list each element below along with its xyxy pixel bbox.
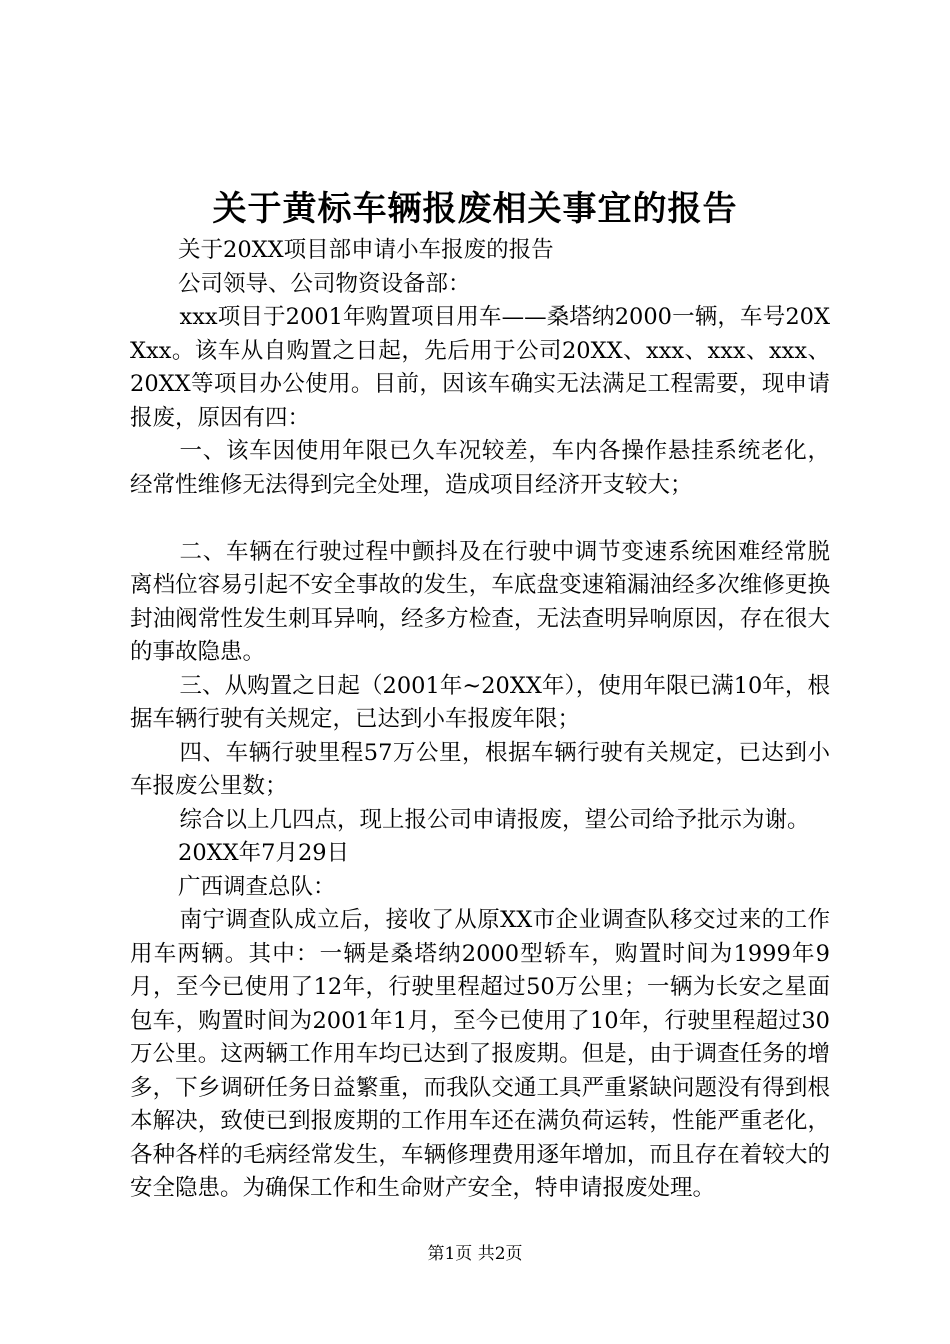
- reason-two: 二、车辆在行驶过程中颤抖及在行驶中调节变速系统困难经常脱离档位容易引起不安全事故的发生，车底盘变速箱漏油经多次维修更换封油阀常性发生刺耳异响，经多方检查，无法查明异响原因，存在很大的事故隐患。: [130, 538, 830, 665]
- reason-one: 一、该车因使用年限已久车况较差，车内各操作悬挂系统老化，经常性维修无法得到完全处理，造成项目经济开支较大；: [130, 438, 830, 498]
- page-footer: 第1页 共2页: [427, 1244, 523, 1264]
- blank-line: [130, 502, 830, 536]
- closing-request: 综合以上几四点，现上报公司申请报废，望公司给予批示为谢。: [179, 806, 810, 833]
- salutation: 公司领导、公司物资设备部：: [178, 270, 471, 297]
- document-title: 关于黄标车辆报废相关事宜的报告: [212, 189, 738, 229]
- second-salutation: 广西调查总队：: [178, 873, 336, 900]
- reason-three: 三、从购置之日起（2001年~20XX年），使用年限已满10年，根据车辆行驶有关规定，已达到小车报废年限；: [130, 672, 830, 732]
- body-paragraph-intro: xxx项目于2001年购置项目用车——桑塔纳2000一辆，车号20XXxx。该车从自购置之日起，先后用于公司20XX、xxx、xxx、xxx、20XX等项目办公使用。目前，因该车确实无法满足工程需要，现申请报废，原因有四：: [130, 304, 830, 431]
- report-date: 20XX年7月29日: [178, 840, 350, 866]
- document-body: [130, 234, 830, 1206]
- reason-four: 四、车辆行驶里程57万公里，根据车辆行驶有关规定，已达到小车报废公里数；: [130, 739, 830, 799]
- second-report-paragraph: 南宁调查队成立后，接收了从原XX市企业调查队移交过来的工作用车两辆。其中：一辆是桑塔纳2000型轿车，购置时间为1999年9月，至今已使用了12年，行驶里程超过50万公里；一辆为长安之星面包车，购置时间为2001年1月，至今已使用了10年，行驶里程超过30万公里。这两辆工作用车均已达到了报废期。但是，由于调查任务的增多，下乡调研任务日益繁重，而我队交通工具严重紧缺问题没有得到根本解决，致使已到报废期的工作用车还在满负荷运转，性能严重老化，各种各样的毛病经常发生，车辆修理费用逐年增加，而且存在着较大的安全隐患。为确保工作和生命财产安全，特申请报废处理。: [130, 907, 830, 1201]
- report-subtitle: 关于20XX项目部申请小车报废的报告: [178, 237, 554, 263]
